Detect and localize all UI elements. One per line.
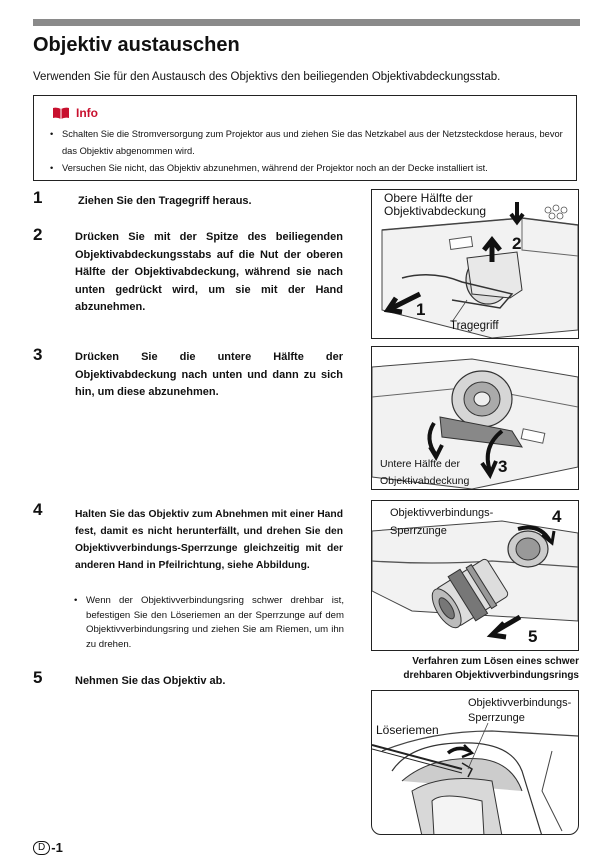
figure-label: Objektivverbindungs-Sperrzunge [390,507,494,537]
step-note: • Wenn der Objektivverbindungsring schwer drehbar ist, befestigen Sie den Löseriemen an der Sperrzunge auf dem Objektivverbindungsring und ziehen Sie am Riemen, um ihn zu drehen. [74,594,344,652]
step-text: Ziehen Sie den Tragegriff heraus. [78,195,252,207]
figure-release-strap [371,690,579,835]
step-text: Halten Sie das Objektiv zum Abnehmen mit einer Hand fest, damit es nicht herunterfällt, und drehen Sie den Objektivverbindungs-Sperrzunge gleichzeitig mit der anderen Hand in Pfeilrichtung, siehe Abbildung. [75,509,343,571]
figure-number: 1 [416,300,426,319]
figure-label: Tragegriff [450,320,499,332]
page-badge: D [33,841,50,855]
header-bar [33,19,580,26]
step-number: 2 [33,225,43,244]
figure-number: 5 [528,627,538,646]
figure-label: Obere Hälfte der Objektivabdeckung [384,191,487,218]
info-box [33,95,577,181]
figure-number: 4 [552,507,562,526]
figure-caption: Verfahren zum Lösen eines schwer drehbaren Objektivverbindungsrings [403,656,579,681]
figure-lens-release [371,500,579,651]
page-number [33,840,63,855]
page-title: Objektiv austauschen [33,34,240,56]
figure-label: Untere Hälfte der Objektivabdeckung [380,458,470,487]
figure-number: 2 [512,234,522,253]
figure-number: 3 [498,457,508,476]
figure-label: Löseriemen [376,723,439,737]
book-icon [52,107,70,119]
info-list [50,126,568,177]
figure-handle-upper-cover [371,189,579,339]
info-item: • Schalten Sie die Stromversorgung zum Projektor aus und ziehen Sie das Netzkabel aus der Netzsteckdose heraus, bevor das Objektiv abgenommen wird. [50,126,568,160]
intro-text: Verwenden Sie für den Austausch des Objektivs den beiliegenden Objektivabdeckungsstab. [33,71,501,83]
info-heading-label: Info [76,106,98,120]
info-heading [52,106,98,120]
step-number: 3 [33,345,43,364]
step-text: Nehmen Sie das Objektiv ab. [75,675,226,687]
step-number: 1 [33,188,43,207]
step-number: 5 [33,668,43,687]
info-item: • Versuchen Sie nicht, das Objektiv abzunehmen, während der Projektor noch an der Decke installiert ist. [50,160,568,177]
page-suffix: -1 [51,840,63,855]
step-number: 4 [33,500,43,519]
figure-lower-cover [371,346,579,490]
step-text: Drücken Sie mit der Spitze des beiliegenden Objektivabdeckungsstabs auf die Nut der oberen Hälfte der Objektivabdeckung, während sie nach unten gedrückt wird, um sie mit der Hand abzunehmen. [75,231,343,313]
figure-label: Objektivverbindungs-Sperrzunge [468,697,572,724]
step-text: Drücken Sie die untere Hälfte der Objektivabdeckung nach unten und dann zu sich hin, um diese abzunehmen. [75,351,343,398]
